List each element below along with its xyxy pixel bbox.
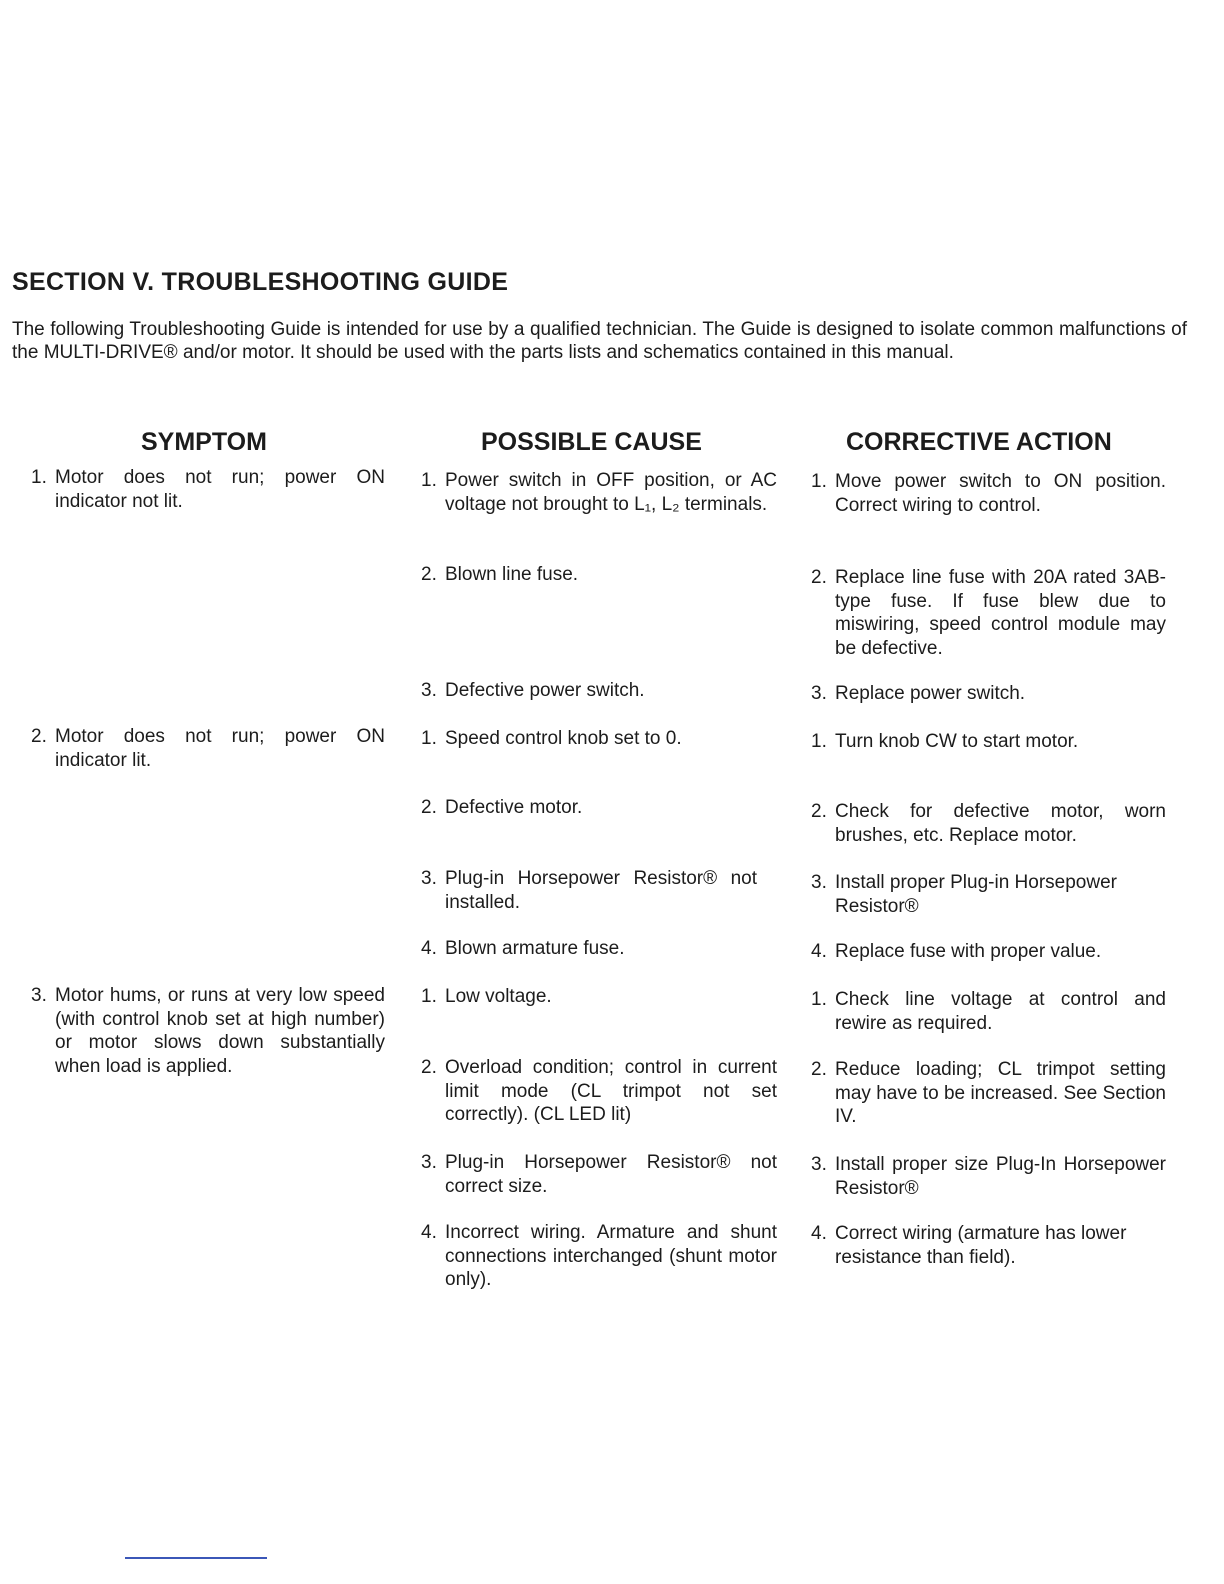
item-text: Overload condition; control in current limit mode (CL trimpot not set correctly). (CL LED lit) — [445, 1057, 777, 1125]
item-text: Motor does not run; power ON indicator lit. — [55, 726, 385, 771]
action-item — [811, 988, 1166, 1035]
item-number: 2. — [811, 1059, 827, 1080]
item-text: Power switch in OFF position, or AC voltage not brought to L₁, L₂ terminals. — [445, 470, 777, 515]
item-text: Turn knob CW to start motor. — [835, 731, 1079, 752]
item-number: 2. — [811, 801, 827, 822]
item-text: Reduce loading; CL trimpot setting may have to be increased. See Section IV. — [835, 1059, 1166, 1127]
action-item — [811, 1153, 1166, 1200]
symptom-column-header: SYMPTOM — [141, 428, 267, 456]
cause-item — [421, 867, 757, 914]
item-number: 3. — [31, 985, 47, 1006]
item-text: Motor hums, or runs at very low speed (with control knob set at high number) or motor slows down substantially when load is applied. — [55, 985, 385, 1077]
symptom-item — [31, 984, 385, 1078]
item-text: Move power switch to ON position. Correct wiring to control. — [835, 471, 1166, 516]
item-text: Defective motor. — [445, 797, 583, 818]
cause-item — [421, 469, 777, 516]
item-text: Motor does not run; power ON indicator not lit. — [55, 467, 385, 512]
cause-item — [421, 563, 777, 587]
item-number: 2. — [421, 797, 437, 818]
item-text: Replace line fuse with 20A rated 3AB-type fuse. If fuse blew due to miswiring, speed control module may be defective. — [835, 567, 1166, 659]
cause-item — [421, 1221, 777, 1292]
action-item — [811, 566, 1166, 660]
item-text: Correct wiring (armature has lower resistance than field). — [835, 1223, 1127, 1268]
cause-item — [421, 679, 777, 703]
item-text: Defective power switch. — [445, 680, 645, 701]
item-number: 3. — [811, 1154, 827, 1175]
item-text: Replace power switch. — [835, 683, 1026, 704]
possible-cause-column-header: POSSIBLE CAUSE — [481, 428, 702, 456]
item-number: 2. — [421, 1057, 437, 1078]
item-number: 1. — [811, 731, 827, 752]
action-item — [811, 730, 1166, 754]
item-number: 3. — [421, 680, 437, 701]
item-number: 2. — [31, 726, 47, 747]
section-title: SECTION V. TROUBLESHOOTING GUIDE — [12, 268, 509, 296]
cause-item — [421, 985, 777, 1009]
item-text: Low voltage. — [445, 986, 552, 1007]
action-item — [811, 470, 1166, 517]
item-number: 1. — [421, 470, 437, 491]
item-text: Replace fuse with proper value. — [835, 941, 1102, 962]
bottom-rule — [125, 1557, 267, 1559]
intro-paragraph: The following Troubleshooting Guide is intended for use by a qualified technician. The Guide is designed to isolate common malfunctions of the MULTI-DRIVE® and/or motor. It should be used with the parts lists and schematics contained in this manual. — [12, 319, 1187, 363]
item-number: 3. — [421, 868, 437, 889]
item-number: 1. — [421, 728, 437, 749]
item-text: Blown armature fuse. — [445, 938, 625, 959]
item-number: 1. — [421, 986, 437, 1007]
corrective-action-column-header: CORRECTIVE ACTION — [846, 428, 1112, 456]
item-number: 4. — [421, 938, 437, 959]
item-number: 4. — [811, 1223, 827, 1244]
item-text: Install proper size Plug-In Horsepower Resistor® — [835, 1154, 1166, 1199]
item-text: Speed control knob set to 0. — [445, 728, 682, 749]
item-text: Check line voltage at control and rewire as required. — [835, 989, 1166, 1034]
item-number: 4. — [811, 941, 827, 962]
cause-item — [421, 1151, 777, 1198]
action-item — [811, 1222, 1166, 1269]
item-number: 3. — [421, 1152, 437, 1173]
cause-item — [421, 727, 777, 751]
item-text: Incorrect wiring. Armature and shunt connections interchanged (shunt motor only). — [445, 1222, 777, 1290]
item-number: 2. — [811, 567, 827, 588]
item-number: 2. — [421, 564, 437, 585]
item-text: Plug-in Horsepower Resistor® not correct size. — [445, 1152, 777, 1197]
item-text: Install proper Plug-in Horsepower Resistor® — [835, 872, 1117, 917]
action-item — [811, 682, 1166, 706]
action-item — [811, 940, 1166, 964]
item-number: 1. — [811, 989, 827, 1010]
action-item — [811, 1058, 1166, 1129]
item-number: 4. — [421, 1222, 437, 1243]
item-number: 1. — [31, 467, 47, 488]
symptom-item — [31, 725, 385, 772]
item-number: 3. — [811, 683, 827, 704]
item-text: Blown line fuse. — [445, 564, 579, 585]
item-text: Check for defective motor, worn brushes, etc. Replace motor. — [835, 801, 1166, 846]
cause-item — [421, 1056, 777, 1127]
item-number: 1. — [811, 471, 827, 492]
symptom-item — [31, 466, 385, 513]
item-text: Plug-in Horsepower Resistor® not installed. — [445, 868, 757, 913]
action-item — [811, 871, 1166, 918]
cause-item — [421, 937, 777, 961]
item-number: 3. — [811, 872, 827, 893]
action-item — [811, 800, 1166, 847]
cause-item — [421, 796, 777, 820]
